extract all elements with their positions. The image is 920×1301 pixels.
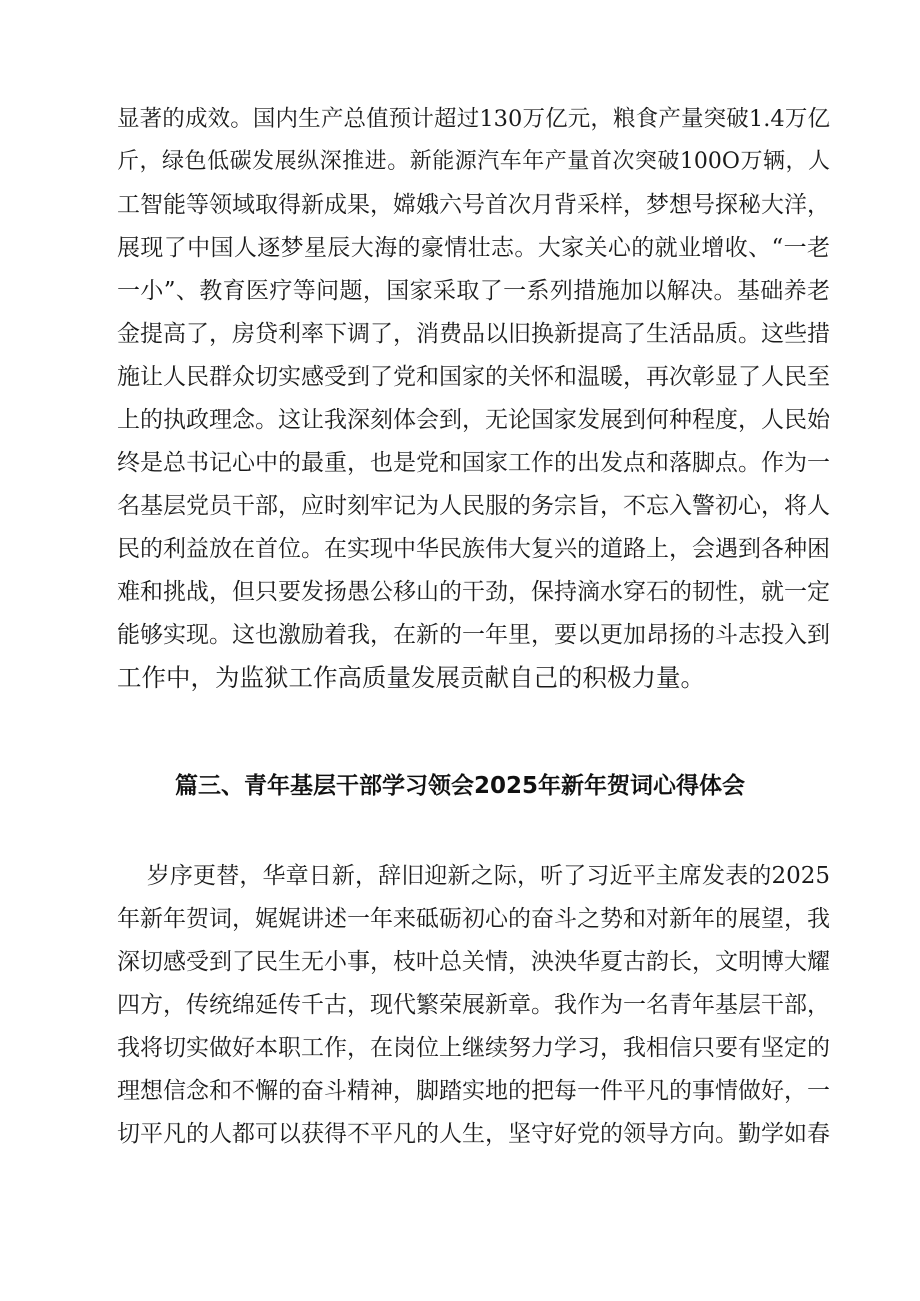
paragraph-line: 展现了中国人逐梦星辰大海的豪情壮志。大家关心的就业增收、“一老 [117,235,830,261]
paragraph-line: 施让人民群众切实感受到了党和国家的关怀和温暖，再次彰显了人民至 [117,364,830,390]
paragraph-line: 民的利益放在首位。在实现中华民族伟大复兴的道路上，会遇到各种困 [117,536,830,562]
paragraph-line: 深切感受到了民生无小事，枝叶总关情，泱泱华夏古韵长，文明博大耀 [117,949,830,975]
paragraph-line: 我将切实做好本职工作，在岗位上继续努力学习，我相信只要有坚定的 [117,1035,830,1061]
paragraph-line: 上的执政理念。这让我深刻体会到，无论国家发展到何种程度，人民始 [117,407,830,433]
paragraph-line: 工作中，为监狱工作高质量发展贡献自己的积极力量。 [117,663,705,692]
paragraph-line: 工智能等领域取得新成果，嫦娥六号首次月背采样，梦想号探秘大洋， [117,192,830,218]
section-heading: 篇三、青年基层干部学习领会2025年新年贺词心得体会 [174,773,745,799]
paragraph-line: 切平凡的人都可以获得不平凡的人生，坚守好党的领导方向。勤学如春 [117,1121,830,1147]
paragraph-line: 能够实现。这也激励着我，在新的一年里，要以更加昂扬的斗志投入到 [117,622,830,648]
paragraph-line: 显著的成效。国内生产总值预计超过130万亿元，粮食产量突破1.4万亿 [117,106,830,132]
paragraph-line: 终是总书记心中的最重，也是党和国家工作的出发点和落脚点。作为一 [117,450,830,476]
paragraph-line: 难和挑战，但只要发扬愚公移山的干劲，保持滴水穿石的韧性，就一定 [117,579,830,605]
paragraph-line: 名基层党员干部，应时刻牢记为人民服的务宗旨，不忘入警初心，将人 [117,493,830,519]
paragraph-line: 斤，绿色低碳发展纵深推进。新能源汽车年产量首次突破100O万辆，人 [117,149,830,174]
paragraph-line: 岁序更替，华章日新，辞旧迎新之际，听了习近平主席发表的2025 [117,863,830,889]
paragraph-line: 理想信念和不懈的奋斗精神，脚踏实地的把每一件平凡的事情做好，一 [117,1078,830,1104]
paragraph-line: 金提高了，房贷利率下调了，消费品以旧换新提高了生活品质。这些措 [117,321,830,347]
paragraph-line: 年新年贺词，娓娓讲述一年来砥砺初心的奋斗之势和对新年的展望，我 [117,906,830,932]
paragraph-line: 一小”、教育医疗等问题，国家采取了一系列措施加以解决。基础养老 [117,278,830,304]
paragraph-line: 四方，传统绵延传千古，现代繁荣展新章。我作为一名青年基层干部， [117,992,830,1018]
